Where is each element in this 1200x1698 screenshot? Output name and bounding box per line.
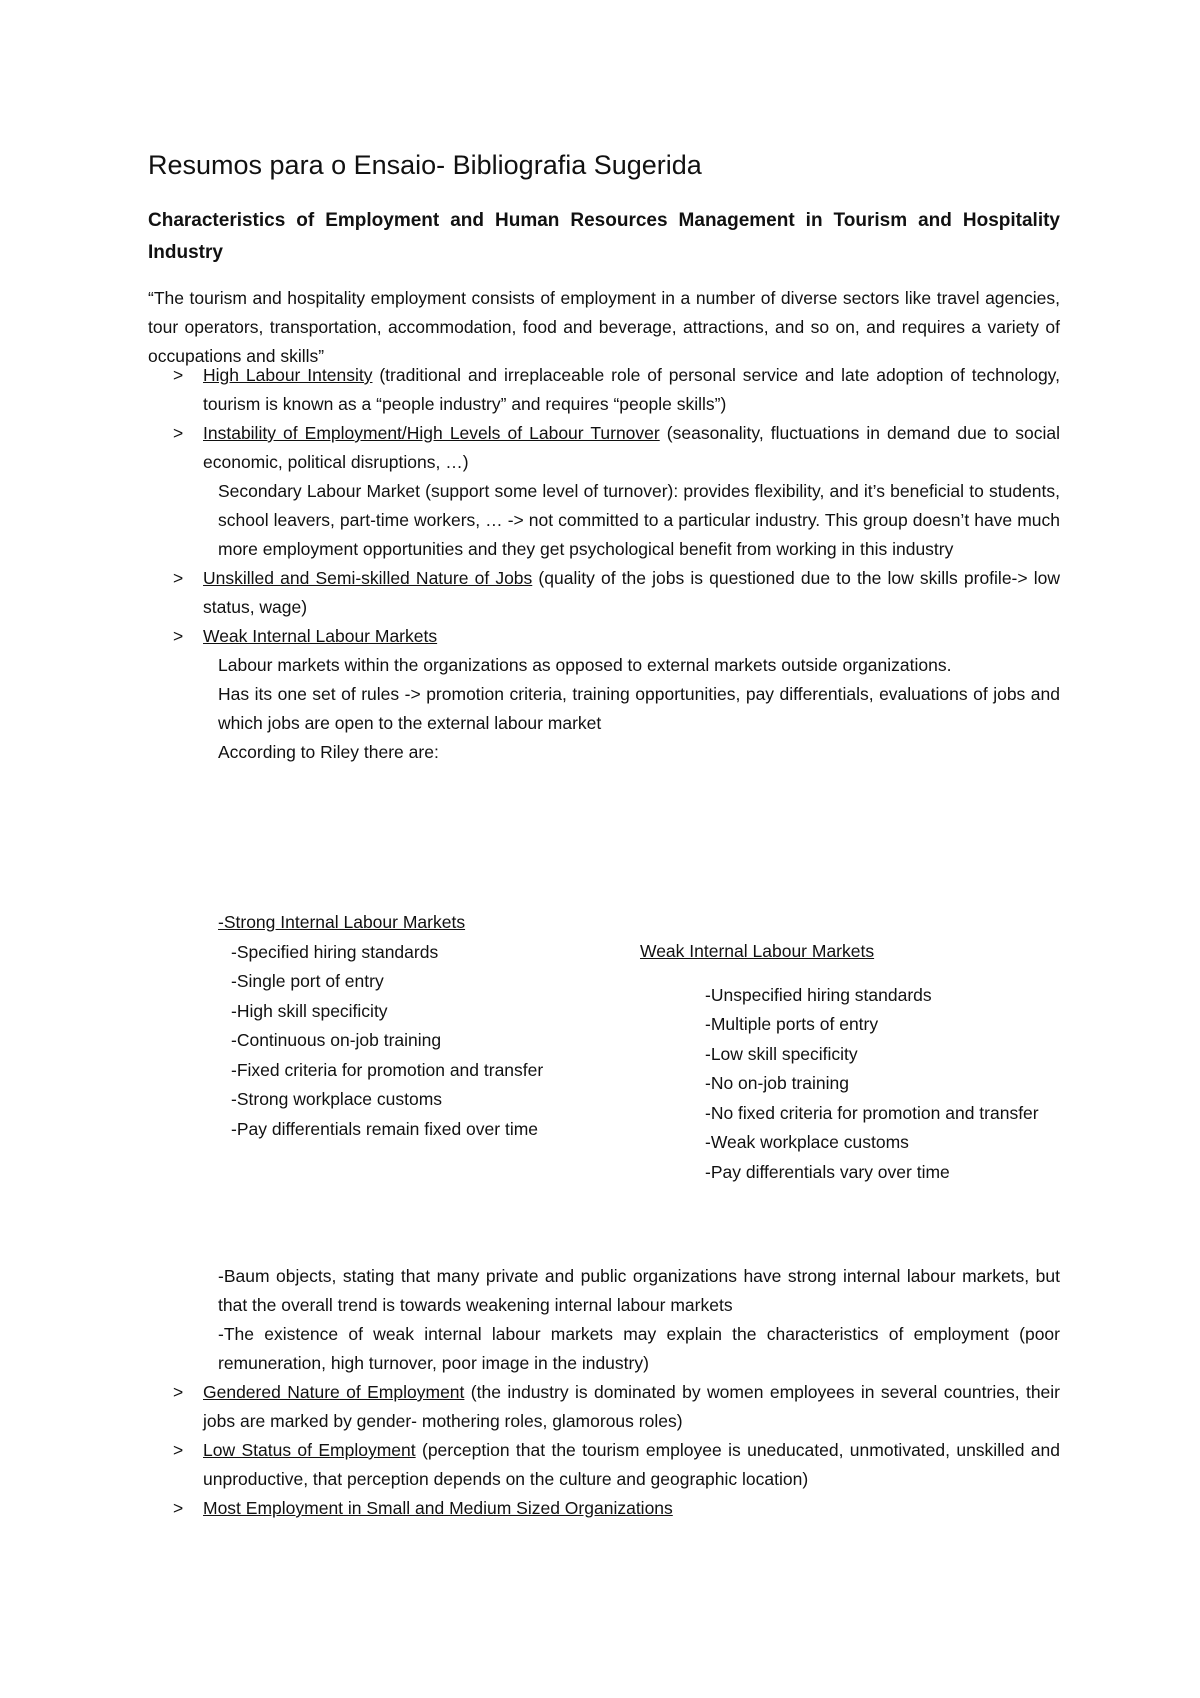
list-item [148,1494,1060,1523]
weak-item: -No on-job training [705,1073,849,1093]
bullet-marker: > [173,423,184,443]
bullet-marker: > [173,626,184,646]
strong-item: -Pay differentials remain fixed over time [231,1118,539,1139]
document-title: Resumos para o Ensaio- Bibliografia Sugerida [148,150,702,180]
weak-markets-explanation: -The existence of weak internal labour markets may explain the characteristics of employment (poor remuneration, high turnover, poor image in the industry) [218,1324,1060,1373]
list-item [148,1378,1060,1436]
weak-column-heading: Weak Internal Labour Markets [640,941,875,961]
riley-intro: According to Riley there are: [218,742,439,762]
weak-item: -Pay differentials vary over time [705,1161,950,1182]
baum-objection: -Baum objects, stating that many private and public organizations have strong internal labour markets, but that the overall trend is towards weakening internal labour markets [218,1266,1060,1315]
item-text: (traditional and irreplaceable role of personal service and late adoption of technology, tourism is known as a “people industry” and requires “people skills”) [203,365,1060,414]
weak-labour-markets-column [640,937,1060,1187]
item-text: (seasonality, fluctuations in demand due to social economic, political disruptions, …) [203,423,1060,472]
item-heading: Instability of Employment/High Levels of Labour Turnover [203,423,660,443]
list-item [148,564,1060,622]
item-heading: Low Status of Employment [203,1440,416,1460]
item-heading: Weak Internal Labour Markets [203,626,438,646]
strong-labour-markets-column [218,908,603,1144]
intro-quote: “The tourism and hospitality employment consists of employment in a number of diverse sectors like travel agencies, tour operators, transportation, accommodation, food and beverage, attractions, and so on, and requires a variety of occupations and skills” [148,288,1060,366]
bullet-marker: > [173,1498,184,1518]
weak-item: -No fixed criteria for promotion and transfer [705,1102,1039,1123]
item-heading: High Labour Intensity [203,365,373,385]
weak-item: -Weak workplace customs [705,1132,909,1152]
bullet-marker: > [173,365,184,385]
item-text: (perception that the tourism employee is uneducated, unmotivated, unskilled and unproductive, that perception depends on the culture and geographic location) [203,1440,1060,1489]
weak-item: -Unspecified hiring standards [705,984,932,1005]
weak-ilm-definition: Labour markets within the organizations as opposed to external markets outside organizations. [218,655,952,675]
list-item [148,361,1060,419]
item-heading: Most Employment in Small and Medium Sized Organizations [203,1498,673,1518]
strong-item: -Single port of entry [231,971,384,991]
strong-column-heading: -Strong Internal Labour Markets [218,912,466,932]
weak-ilm-rules: Has its one set of rules -> promotion criteria, training opportunities, pay differentials, evaluations of jobs and which jobs are open to the external labour market [218,684,1060,733]
strong-item: -Fixed criteria for promotion and transfer [231,1059,544,1080]
strong-item: -Strong workplace customs [231,1089,443,1109]
strong-item: -High skill specificity [231,1000,388,1021]
item-heading: Gendered Nature of Employment [203,1382,465,1402]
bullet-marker: > [173,1440,184,1460]
item-text: (the industry is dominated by women employees in several countries, their jobs are marked by gender- mothering roles, glamorous roles) [203,1382,1060,1431]
bullet-marker: > [173,1382,184,1402]
list-item [148,419,1060,477]
list-item [148,1436,1060,1494]
secondary-labour-market-note: Secondary Labour Market (support some level of turnover): provides flexibility, and it’s beneficial to students, school leavers, part-time workers, … -> not committed to a particular industry. This group doesn’t have much more employment opportunities and they get psychological benefit from working in this industry [218,481,1060,559]
strong-item: -Specified hiring standards [231,941,439,962]
bullet-list-2 [148,1262,1060,1523]
list-item [148,622,1060,651]
bullet-marker: > [173,568,184,588]
item-text: (quality of the jobs is questioned due to the low skills profile-> low status, wage) [203,568,1060,617]
section-subtitle: Characteristics of Employment and Human Resources Management in Tourism and Hospitality Industry [148,210,1060,263]
weak-item: -Multiple ports of entry [705,1014,879,1034]
weak-item: -Low skill specificity [705,1043,858,1064]
bullet-list-1 [148,361,1060,767]
weak-items [640,967,1060,1188]
item-heading: Unskilled and Semi-skilled Nature of Jobs [203,568,533,588]
strong-item: -Continuous on-job training [231,1030,442,1050]
